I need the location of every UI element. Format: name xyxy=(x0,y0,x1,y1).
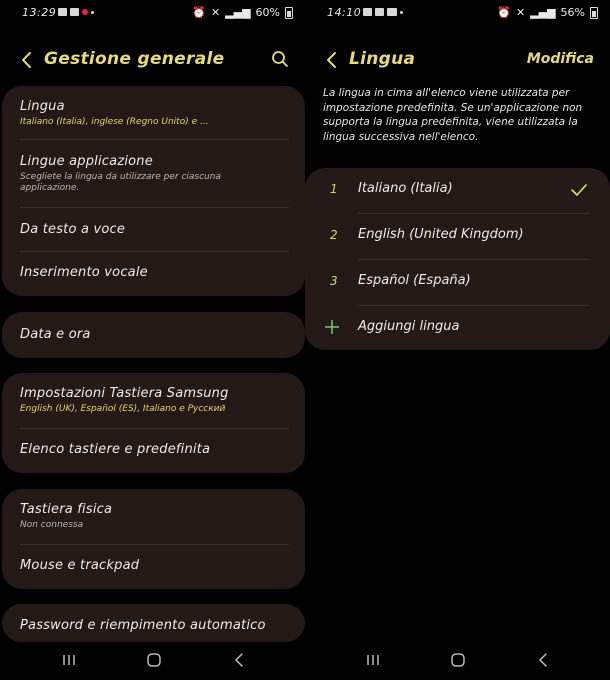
date-time-card xyxy=(2,312,305,358)
mute-icon: ✕ xyxy=(515,6,526,19)
physical-input-card xyxy=(2,489,305,589)
setting-item-date-time[interactable] xyxy=(2,312,305,358)
page-title: Gestione generale xyxy=(44,49,225,69)
setting-item-password-autofill[interactable] xyxy=(2,604,305,642)
setting-title: Inserimento vocale xyxy=(20,265,148,280)
password-card xyxy=(2,604,305,642)
check-icon xyxy=(570,181,588,199)
setting-title: Password e riempimento automatico xyxy=(20,618,266,633)
language-item-english[interactable] xyxy=(305,214,610,260)
setting-title: Da testo a voce xyxy=(20,222,126,237)
setting-title: Impostazioni Tastiera Samsung xyxy=(20,386,229,401)
setting-subtitle: English (UK), Español (ES), Italiano e Русский xyxy=(20,404,226,414)
signal-icon: ▂▄▆ xyxy=(225,6,251,19)
language-screen xyxy=(305,0,610,680)
recents-icon[interactable] xyxy=(61,652,77,668)
notification-icons xyxy=(58,8,94,16)
status-time: 14:10 xyxy=(327,6,362,19)
plus-icon xyxy=(323,318,341,336)
language-name: English (United Kingdom) xyxy=(358,227,524,242)
status-bar xyxy=(305,0,610,26)
battery-percent: 56% xyxy=(560,6,585,19)
setting-title: Tastiera fisica xyxy=(20,502,113,517)
battery-icon xyxy=(285,7,293,19)
setting-title: Data e ora xyxy=(20,327,91,342)
mute-icon: ✕ xyxy=(210,6,221,19)
status-right xyxy=(192,6,293,19)
setting-subtitle: Scegliete la lingua da utilizzare per ciascuna applicazione. xyxy=(20,172,221,193)
alarm-icon: ⏰ xyxy=(497,6,511,19)
navigation-bar xyxy=(0,640,305,680)
back-nav-icon[interactable] xyxy=(536,652,552,668)
language-order: 2 xyxy=(330,228,338,242)
alarm-icon: ⏰ xyxy=(192,6,206,19)
signal-icon: ▂▄▆ xyxy=(530,6,556,19)
setting-item-keyboard-list[interactable] xyxy=(2,429,305,473)
setting-item-mouse-trackpad[interactable] xyxy=(2,545,305,589)
status-right xyxy=(497,6,598,19)
page-title: Lingua xyxy=(349,49,416,69)
app-bar xyxy=(305,44,610,78)
language-input-card xyxy=(2,86,305,296)
setting-title: Lingue applicazione xyxy=(20,154,153,169)
setting-item-app-languages[interactable] xyxy=(2,140,305,208)
setting-item-samsung-keyboard[interactable] xyxy=(2,373,305,429)
language-list xyxy=(305,168,610,350)
add-language-button[interactable] xyxy=(305,306,610,352)
recents-icon[interactable] xyxy=(365,652,381,668)
add-language-label: Aggiungi lingua xyxy=(358,319,460,334)
edit-button[interactable]: Modifica xyxy=(526,51,594,67)
language-item-espanol[interactable] xyxy=(305,260,610,306)
back-icon[interactable] xyxy=(18,51,36,69)
search-icon[interactable] xyxy=(271,50,289,68)
keyboard-card xyxy=(2,373,305,473)
setting-title: Mouse e trackpad xyxy=(20,558,140,573)
notification-icons xyxy=(363,8,403,16)
setting-title: Lingua xyxy=(20,99,65,114)
setting-title: Elenco tastiere e predefinita xyxy=(20,442,211,457)
battery-percent: 60% xyxy=(255,6,280,19)
language-order: 3 xyxy=(330,274,338,288)
setting-item-voice-input[interactable] xyxy=(2,252,305,296)
home-icon[interactable] xyxy=(450,652,466,668)
app-bar xyxy=(0,44,305,78)
language-item-italiano[interactable] xyxy=(305,168,610,214)
status-bar xyxy=(0,0,305,26)
setting-subtitle: Non connessa xyxy=(20,520,84,530)
battery-icon xyxy=(590,7,598,19)
back-nav-icon[interactable] xyxy=(232,652,248,668)
language-name: Italiano (Italia) xyxy=(358,181,453,196)
language-description: La lingua in cima all'elenco viene utilizzata per impostazione predefinita. Se un'applicazione non supporta la lingua predefinita, viene utilizzata la lingua successiva nell'elenco. xyxy=(323,87,583,143)
setting-item-text-to-speech[interactable] xyxy=(2,208,305,252)
back-icon[interactable] xyxy=(323,51,341,69)
home-icon[interactable] xyxy=(146,652,162,668)
setting-item-language[interactable] xyxy=(2,86,305,140)
setting-item-physical-keyboard[interactable] xyxy=(2,489,305,545)
navigation-bar xyxy=(305,640,610,680)
status-time: 13:29 xyxy=(22,6,57,19)
language-name: Español (España) xyxy=(358,273,471,288)
setting-subtitle: Italiano (Italia), inglese (Regno Unito) e ... xyxy=(20,117,209,127)
language-order: 1 xyxy=(330,182,338,196)
